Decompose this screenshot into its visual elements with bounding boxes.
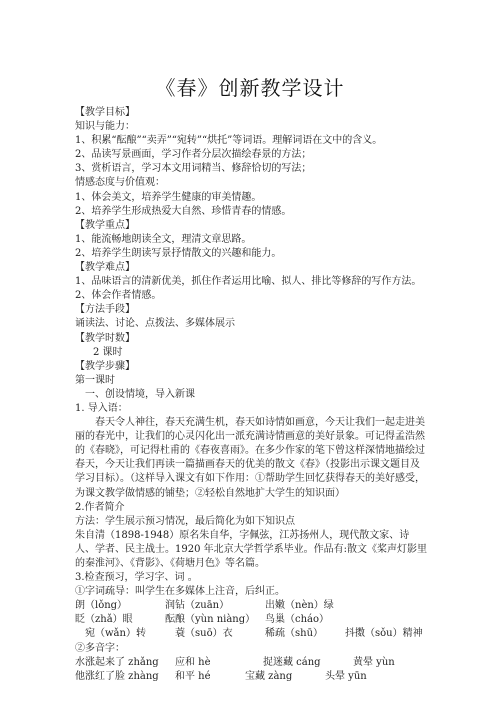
word-item: 应和 hè	[175, 656, 211, 668]
word-item: 眨（zhǎ）眼	[75, 614, 133, 626]
text-line: 诵读法、讨论、点拨法、多媒体展示	[75, 318, 235, 330]
text-line: 3、赏析语言，学习本文用词精当、修辞恰切的写法；	[75, 163, 312, 175]
text-line: 1、积累“酝酿”“卖弄”“宛转”“烘托”等词语。理解词语在文中的含义。	[75, 135, 383, 147]
word-item: 朗（lǒng）	[75, 600, 128, 612]
word-item: 宛（wǎn）转	[85, 628, 146, 640]
text-line: 1、体会美文，培养学生健康的审美情趣。	[75, 191, 262, 203]
word-item: 润钻（zuān）	[165, 600, 230, 612]
intro-label: 1. 导入语：	[75, 402, 128, 414]
lesson-heading: 第一课时	[75, 374, 115, 386]
intro-paragraph: 春天令人神往，春天充满生机，春天如诗情如画意，今天让我们一起走进美丽的春光中，让我们的心灵闪化出一派充满诗情画意的美好景象。可记得孟浩然的《春晓》，可记得杜甫的《春夜喜雨》。在多少作家的笔下曾这样深情地描绘过春天，今天让我们再读一篇描画春天的优美的散文《春》（投影出示课文题目及学习目标）。（这样导入课文有如下作用：①帮助学生回忆获得春天的美好感受，为课文教学做情感的铺垫；②轻松自然地扩大学生的知识面）	[75, 417, 425, 499]
section-header-difficulties: 【教学难点】	[75, 262, 135, 274]
polyphone-label: ②多音字：	[75, 642, 125, 654]
pronunciation-row	[75, 613, 427, 627]
text-line: 2、品读写景画面，学习作者分层次描绘春景的方法；	[75, 149, 312, 161]
section-header-methods: 【方法手段】	[75, 304, 135, 316]
text-line: 2、体会作者情感。	[75, 290, 162, 302]
word-item: 黄晕 yùn	[353, 656, 395, 668]
text-line: 1、能流畅地朗读全文，理清文章思路。	[75, 233, 252, 245]
word-item: 鸟巢（cháo）	[265, 614, 330, 626]
pronunciation-label: ①字词疏导：叫学生在多媒体上注音，后纠正。	[75, 586, 285, 598]
word-item: 头晕 yūn	[325, 670, 367, 682]
pronunciation-row	[75, 599, 427, 613]
word-item: 抖擞（sǒu）精神	[345, 628, 423, 640]
section-header-objectives: 【教学目标】	[75, 107, 135, 118]
document-title: 《春》创新教学设计	[155, 76, 345, 100]
document-body	[75, 106, 427, 684]
method-line: 方法：学生展示预习情况，最后简化为如下知识点	[75, 515, 295, 527]
check-label: 3.检查预习，学习字、词 。	[75, 572, 198, 584]
polyphone-row	[75, 656, 427, 670]
word-item: 宝藏 zàng	[245, 670, 293, 682]
text-line: 知识与能力：	[75, 121, 135, 133]
word-item: 他涨红了脸 zhàng	[75, 670, 159, 682]
text-line: 2、培养学生朗读写景抒情散文的兴趣和能力。	[75, 247, 282, 259]
author-paragraph: 朱自清（1898-1948）原名朱自华，字佩弦，江苏扬州人，现代散文家、诗人、学者、民主战士。1920 年北京大学哲学系毕业。作品有:散文《桨声灯影里的秦淮河》、《背影》、《荷塘月色》等名篇。	[75, 529, 427, 569]
word-item: 稀疏（shū）	[265, 628, 324, 640]
word-item: 和平 hé	[175, 670, 211, 682]
word-item: 蓑（suō）衣	[175, 628, 233, 640]
section-header-hours: 【教学时数】	[75, 332, 135, 344]
word-item: 捉迷藏 cáng	[263, 656, 321, 668]
word-item: 水涨起来了 zhǎng	[75, 656, 159, 668]
text-line: 情感态度与价值观：	[75, 177, 165, 189]
section-header-key-points: 【教学重点】	[75, 219, 135, 231]
pronunciation-row	[75, 627, 427, 641]
word-item: 酝酿（yùn niàng）	[165, 614, 256, 626]
text-line: 2、培养学生形成热爱大自然、珍惜青春的情感。	[75, 205, 292, 217]
hours-value: 2 课时	[93, 346, 123, 358]
word-item: 出嫩（nèn）绿	[265, 600, 334, 612]
author-label: 2.作者简介	[75, 501, 125, 513]
subsection-heading: 一、创设情境，导入新课	[85, 388, 195, 400]
text-line: 1、品味语言的清新优美，抓住作者运用比喻、拟人、排比等修辞的写作方法。	[75, 276, 422, 288]
section-header-steps: 【教学步骤】	[75, 360, 135, 372]
polyphone-row	[75, 670, 427, 684]
